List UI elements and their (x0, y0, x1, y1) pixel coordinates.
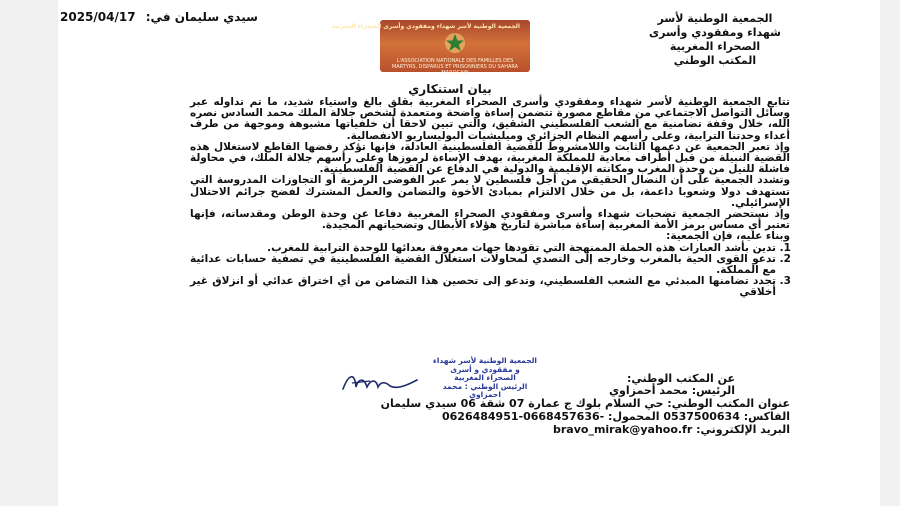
resolution-item: 1. تدين بأشد العبارات هذه الحملة الممنهجة التي تقودها جهات معروفة بعدائها للوحدة الترابية للمغرب. (190, 243, 776, 254)
statement-body (190, 97, 790, 299)
president-label: الرئيس: (691, 384, 735, 397)
stamp-line: الصحراء المغربية (454, 373, 516, 382)
mobile-label: المحمول: (608, 410, 660, 423)
handwritten-signature (340, 370, 420, 394)
address-label: عنوان المكتب الوطني: (667, 397, 790, 410)
logo-bottom-text: L'ASSOCIATION NATIONALE DES FAMILLES DES MARTYRS, DISPARUS ET PRISONNIERS DU SAHARA MAROCAIN (391, 58, 519, 76)
president-line (609, 384, 735, 397)
body-paragraph: وتشدد الجمعية على أن النضال الحقيقي من أجل فلسطين لا يمر عبر الفوضى الرمزية أو التجاوزات المدروسة التي تستهدف دولا وشعوبا داعمة، بل من خلال الالتزام بمبادئ الأخوة والتضامن والعمل المشترك لفضح جرائم الاحتلال الإسرائيلي. (190, 174, 790, 209)
org-line: شهداء ومفقودي وأسرى (649, 26, 781, 39)
document-title: بيان استنكاري (408, 82, 492, 96)
logo-top-text: الجمعية الوطنية لأسر شهداء ومفقودي وأسرى الصحراء المغربية (331, 23, 520, 30)
date-line (60, 10, 258, 24)
stamp-line: و مفقودي و أسرى (450, 364, 520, 374)
stamp-line: الجمعية الوطنية لأسر شهداء (432, 356, 537, 365)
resolutions-list (190, 243, 790, 299)
address-line (330, 397, 790, 410)
email-label: البريد الإلكتروني: (696, 423, 790, 436)
stamp-line: الرئيس الوطني : محمد احمزاوي (442, 381, 528, 399)
official-stamp (430, 356, 540, 399)
association-logo (331, 20, 530, 76)
mobile-value: 0626484951-0668457636- (441, 410, 605, 423)
date-value: 2025/04/17 (60, 10, 136, 24)
fax-label: الفاكس: (743, 410, 790, 423)
org-line: المكتب الوطني (673, 54, 757, 67)
star-emblem-icon (444, 32, 466, 54)
right-margin (880, 0, 900, 506)
phone-line (330, 410, 790, 423)
email-value[interactable]: bravo_mirak@yahoo.fr (553, 423, 693, 436)
email-line (330, 423, 790, 436)
body-paragraph: تتابع الجمعية الوطنية لأسر شهداء ومفقودي وأسرى الصحراء المغربية بقلق بالغ واستياء شديد، ما تم تداوله عبر وسائل التواصل الاجتماعي من مقاطع مصورة تتضمن إساءة واضحة ومتعمدة لشخص جلالة الملك محمد السادس نصره الله، خلال وقفة تضامنية مع الشعب الفلسطيني الشقيق، والتي تبين لاحقا أن خلفياتها مشبوهة وموجهة من طرف أعداء وحدتنا الترابية، وعلى رأسهم النظام الجزائري وميليشيات البوليساريو الانفصالية. (190, 96, 790, 142)
resolution-item: 2. تدعو القوى الحية بالمغرب وخارجه إلى التصدي لمحاولات استغلال القضية الفلسطينية في تصفية حسابات عدائية مع المملكة. (190, 254, 776, 276)
signature-block-label: عن المكتب الوطني: (626, 372, 735, 385)
resolution-item: 3. تجدد تضامنها المبدئي مع الشعب الفلسطيني، وتدعو إلى تحصين هذا التضامن من أي اختراق عدائي أو انزلاق غير أخلاقي (190, 276, 776, 298)
org-line: الصحراء المغربية (669, 40, 761, 53)
body-paragraph: وإذ نستحضر الجمعية تضحيات شهداء وأسرى ومفقودي الصحراء المغربية دفاعا عن وحدة الوطن ومقدساته، فإنها تعتبر أي مساس برمز الأمة المغربية إساءة مباشرة لتاريخ هؤلاء الأبطال وتضحياتهم المجيدة. (190, 208, 790, 232)
body-paragraph: وإذ تعبر الجمعية عن دعمها الثابت واللامشروط للقضية الفلسطينية العادلة، فإنها تؤكد رفضها القاطع لاستغلال هذه القضية النبيلة من قبل أطراف معادية للمملكة المغربية، بهدف الإساءة لرموزها وعلى رأسهم جلالة الملك، في محاولة فاشلة للنيل من وحدة المغرب ومكانته الإقليمية والدولية في الدفاع عن القضية الفلسطينية. (190, 140, 790, 176)
org-line: الجمعية الوطنية لأسر (657, 12, 773, 25)
fax-value: 0537500634 (663, 410, 740, 423)
body-paragraph: وبناء عليه، فإن الجمعية: (666, 230, 790, 243)
address-footer (330, 397, 790, 436)
address-value: حي السلام بلوك ج عمارة 07 شقة 06 سيدي سليمان (380, 397, 664, 410)
place-label: سيدي سليمان في: (145, 10, 258, 24)
organization-header (640, 12, 790, 68)
president-name: محمد أحمزاوي (608, 384, 688, 397)
left-margin (0, 0, 58, 506)
